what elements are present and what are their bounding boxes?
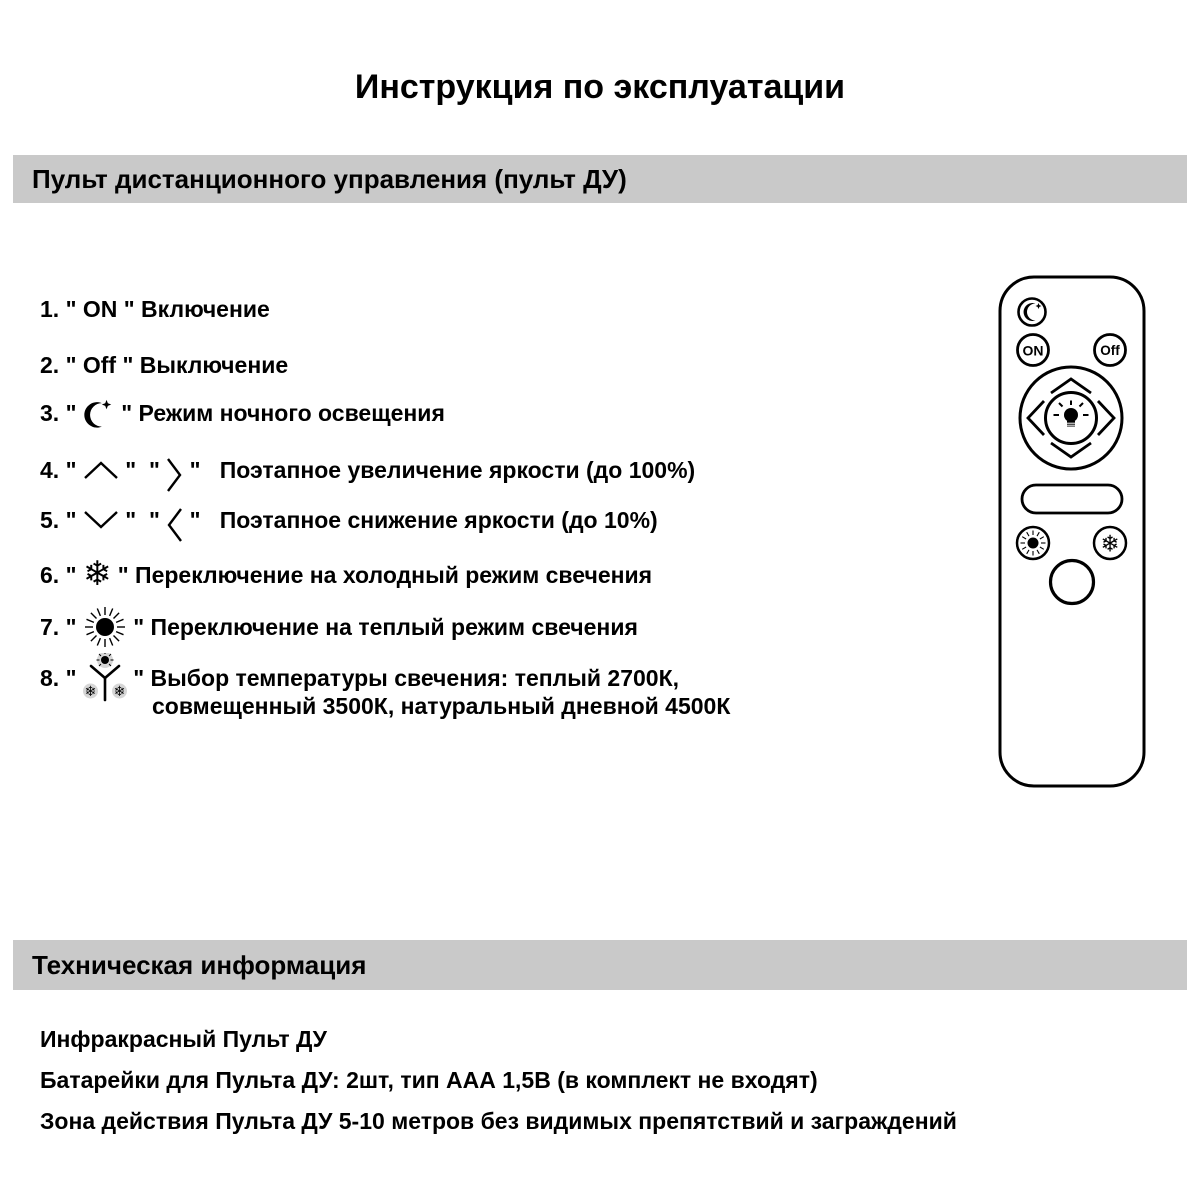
list-item-8-text: " Выбор температуры свечения: теплый 2700К, <box>126 664 680 691</box>
snowflake-icon: ❄ <box>82 554 112 594</box>
sun-icon <box>83 605 127 649</box>
list-item-4-text: " Поэтапное увеличение яркости (до 100%) <box>183 456 696 483</box>
list-item-5-mid: " " <box>118 506 167 533</box>
list-item-6-text: " Переключение на холодный режим свечения <box>111 561 653 588</box>
remote-brightness-pad <box>1020 367 1122 469</box>
remote-illustration <box>990 275 1155 795</box>
section-header-remote-label: Пульт дистанционного управления (пульт ДУ) <box>32 163 627 194</box>
remote-warm-button <box>1017 527 1049 559</box>
remote-on-button <box>1018 335 1049 366</box>
remote-night-button <box>1019 299 1046 326</box>
list-item-5 <box>40 504 658 536</box>
list-item-2-text: 2. " Off " Выключение <box>40 351 289 378</box>
section-header-tech <box>13 940 1187 990</box>
svg-text:❄: ❄ <box>84 684 97 700</box>
section-header-tech-label: Техническая информация <box>32 949 367 980</box>
remote-off-button <box>1095 335 1126 366</box>
temperature-select-icon <box>83 653 127 703</box>
section-header-remote <box>13 155 1187 203</box>
sun-icon <box>1028 538 1039 549</box>
chevron-up-icon <box>83 459 119 481</box>
svg-text:❄: ❄ <box>113 684 126 700</box>
remote-cold-button <box>1094 527 1126 559</box>
list-item-5-prefix: 5. " <box>40 506 83 533</box>
list-item-3-prefix: 3. " <box>40 399 83 426</box>
remote-pill-button <box>1022 485 1122 513</box>
list-item-1 <box>40 293 270 325</box>
list-item-2 <box>40 349 288 381</box>
list-item-7 <box>40 611 638 643</box>
chevron-left-icon <box>166 507 183 543</box>
list-item-5-text: " Поэтапное снижение яркости (до 10%) <box>183 506 658 533</box>
list-item-4 <box>40 454 695 486</box>
list-item-6-prefix: 6. " <box>40 561 83 588</box>
snowflake-icon: ❄ <box>1100 531 1120 558</box>
remote-off-label: Off <box>1100 343 1120 358</box>
moon-icon <box>83 393 115 433</box>
list-item-7-text: " Переключение на теплый режим свечения <box>126 613 638 640</box>
remote-on-label: ON <box>1022 342 1044 359</box>
chevron-right-icon <box>166 457 183 493</box>
list-item-7-prefix: 7. " <box>40 613 83 640</box>
chevron-down-icon <box>83 509 119 531</box>
list-item-3 <box>40 397 445 429</box>
page-title: Инструкция по эксплуатации <box>354 68 846 106</box>
list-item-8 <box>40 662 680 700</box>
tech-line-3: Зона действия Пульта ДУ 5-10 метров без видимых препятствий и заграждений <box>40 1108 957 1134</box>
list-item-3-text: " Режим ночного освещения <box>114 399 445 426</box>
list-item-8-prefix: 8. " <box>40 664 83 691</box>
list-item-1-text: 1. " ON " Включение <box>40 295 270 322</box>
list-item-8-line2: совмещенный 3500К, натуральный дневной 4500К <box>152 693 731 719</box>
remote-extra-button <box>1051 561 1094 604</box>
tech-line-1: Инфракрасный Пульт ДУ <box>40 1026 327 1052</box>
list-item-4-prefix: 4. " <box>40 456 83 483</box>
list-item-4-mid: " " <box>118 456 167 483</box>
tech-line-2: Батарейки для Пульта ДУ: 2шт, тип ААА 1,5В (в комплект не входят) <box>40 1067 818 1093</box>
list-item-6 <box>40 554 653 594</box>
